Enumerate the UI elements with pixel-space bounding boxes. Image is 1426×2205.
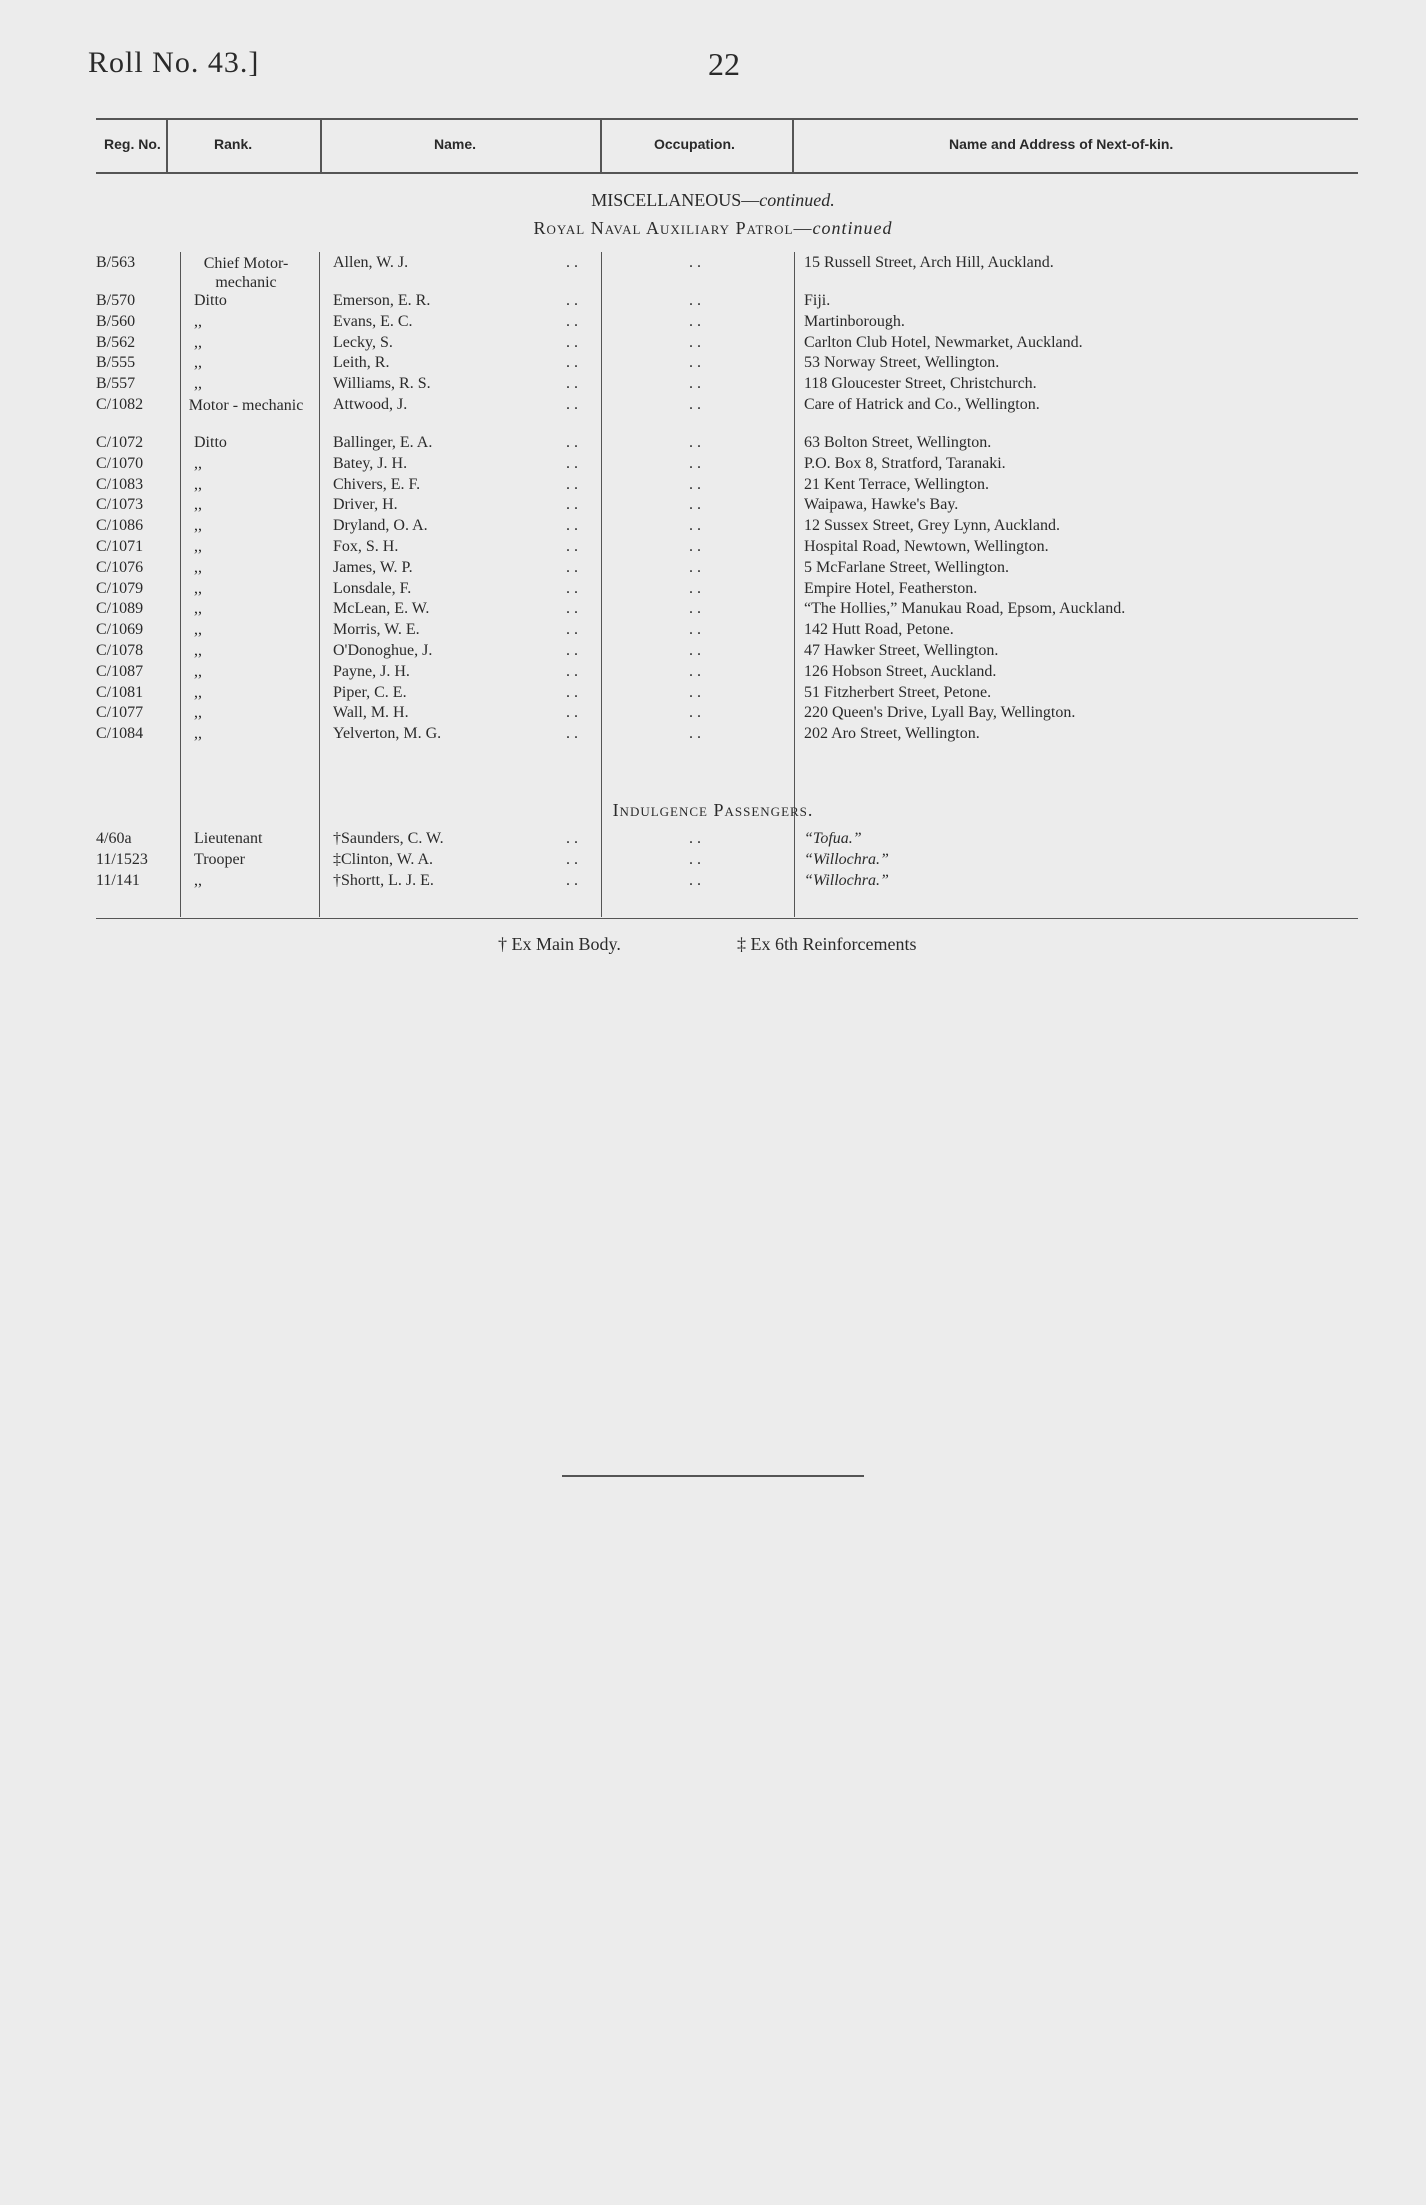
table-row <box>0 684 1426 705</box>
table-row <box>0 334 1426 355</box>
leader-dots: . . <box>566 579 578 597</box>
rank-cell: Trooper <box>194 851 245 868</box>
reg-no-cell: C/1078 <box>96 642 144 659</box>
next-of-kin-address-cell: 12 Sussex Street, Grey Lynn, Auckland. <box>804 517 1060 535</box>
rank-cell: Lieutenant <box>194 830 263 847</box>
name-cell: Wall, M. H. <box>333 704 409 722</box>
leader-dots: . . <box>566 434 578 451</box>
name-cell: †Shortt, L. J. E. <box>333 872 434 889</box>
next-of-kin-address-cell: 220 Queen's Drive, Lyall Bay, Wellington. <box>804 704 1076 722</box>
leader-dots: . . <box>566 621 578 639</box>
leader-dots: . . <box>689 396 701 413</box>
leader-dots: . . <box>566 517 578 535</box>
next-of-kin-address-cell: 142 Hutt Road, Petone. <box>804 621 954 639</box>
leader-dots: . . <box>566 662 578 680</box>
next-of-kin-address-cell: Waipawa, Hawke's Bay. <box>804 496 959 514</box>
rank-cell: ,, <box>194 333 202 351</box>
table-bottom-rule <box>96 918 1358 919</box>
rank-cell: Chief Motor-mechanic <box>203 255 289 291</box>
col-divider <box>166 120 168 172</box>
leader-dots: . . <box>689 333 701 351</box>
table-row <box>0 354 1426 375</box>
reg-no-cell: B/557 <box>96 375 136 393</box>
reg-no-cell: B/563 <box>96 254 136 271</box>
next-of-kin-address-cell: Empire Hotel, Featherston. <box>804 579 978 597</box>
reg-no-cell: C/1083 <box>96 475 144 493</box>
table-row <box>0 621 1426 642</box>
reg-no-cell: C/1077 <box>96 704 144 722</box>
table-row <box>0 313 1426 334</box>
leader-dots: . . <box>689 704 701 722</box>
table-row <box>0 663 1426 684</box>
leader-dots: . . <box>566 830 578 847</box>
leader-dots: . . <box>566 333 578 351</box>
name-cell: Ballinger, E. A. <box>333 434 433 451</box>
rank-cell: ,, <box>194 621 202 639</box>
table-row <box>0 254 1426 291</box>
col-header-name: Name. <box>434 136 477 152</box>
page-number: 22 <box>708 46 740 82</box>
leader-dots: . . <box>566 454 578 472</box>
next-of-kin-address-cell: Care of Hatrick and Co., Wellington. <box>804 396 1040 413</box>
leader-dots: . . <box>689 579 701 597</box>
rank-cell: ,, <box>194 538 202 555</box>
col-divider <box>320 120 322 172</box>
name-cell: O'Donoghue, J. <box>333 642 433 659</box>
leader-dots: . . <box>566 496 578 514</box>
leader-dots: . . <box>566 312 578 330</box>
next-of-kin-address-cell: 5 McFarlane Street, Wellington. <box>804 558 1010 576</box>
rank-cell: Ditto <box>194 434 227 451</box>
leader-dots: . . <box>689 375 701 393</box>
col-header-occupation: Occupation. <box>654 136 735 152</box>
table-row <box>0 496 1426 517</box>
leader-dots: . . <box>689 642 701 659</box>
reg-no-cell: C/1086 <box>96 517 144 535</box>
leader-dots: . . <box>689 538 701 555</box>
closing-rule <box>562 1475 864 1477</box>
rank-cell: ,, <box>194 600 202 618</box>
leader-dots: . . <box>566 375 578 393</box>
roll-number: Roll No. 43.] <box>88 46 260 79</box>
rank-cell: ,, <box>194 662 202 680</box>
table-row <box>0 396 1426 417</box>
table-row <box>0 851 1426 872</box>
leader-dots: . . <box>566 704 578 722</box>
table-row <box>0 517 1426 538</box>
leader-dots: . . <box>566 683 578 701</box>
rank-cell: ,, <box>194 872 202 889</box>
rank-cell: ,, <box>194 725 202 743</box>
name-cell: †Saunders, C. W. <box>333 830 444 847</box>
leader-dots: . . <box>689 292 701 309</box>
rank-cell: ,, <box>194 375 202 393</box>
reg-no-cell: 11/141 <box>96 872 140 889</box>
leader-dots: . . <box>689 725 701 743</box>
name-cell: McLean, E. W. <box>333 600 430 618</box>
rank-cell: ,, <box>194 517 202 535</box>
leader-dots: . . <box>689 354 701 372</box>
next-of-kin-address-cell: 51 Fitzherbert Street, Petone. <box>804 683 992 701</box>
table-header-rule <box>96 172 1358 174</box>
reg-no-cell: B/555 <box>96 354 136 372</box>
name-cell: Morris, W. E. <box>333 621 420 639</box>
leader-dots: . . <box>566 725 578 743</box>
leader-dots: . . <box>689 454 701 472</box>
table-row <box>0 455 1426 476</box>
name-cell: Lonsdale, F. <box>333 579 412 597</box>
name-cell: Williams, R. S. <box>333 375 431 393</box>
table-row <box>0 292 1426 313</box>
reg-no-cell: 11/1523 <box>96 851 148 868</box>
leader-dots: . . <box>566 558 578 576</box>
next-of-kin-address-cell: P.O. Box 8, Stratford, Taranaki. <box>804 454 1006 472</box>
name-cell: Batey, J. H. <box>333 454 408 472</box>
name-cell: Payne, J. H. <box>333 662 410 680</box>
table-row <box>0 642 1426 663</box>
footnote-main-body: † Ex Main Body. <box>498 934 621 954</box>
reg-no-cell: C/1071 <box>96 538 144 555</box>
leader-dots: . . <box>689 600 701 618</box>
rank-cell: ,, <box>194 496 202 514</box>
col-header-rank: Rank. <box>214 136 253 152</box>
next-of-kin-address-cell: 126 Hobson Street, Auckland. <box>804 662 997 680</box>
table-row <box>0 580 1426 601</box>
table-row <box>0 476 1426 497</box>
leader-dots: . . <box>689 475 701 493</box>
table-row <box>0 559 1426 580</box>
name-cell: Emerson, E. R. <box>333 292 431 309</box>
name-cell: Allen, W. J. <box>333 254 409 271</box>
name-cell: ‡Clinton, W. A. <box>333 851 434 868</box>
leader-dots: . . <box>689 830 701 847</box>
section2-title: Indulgence Passengers. <box>612 800 814 820</box>
table-top-rule <box>96 118 1358 120</box>
rank-cell: ,, <box>194 454 202 472</box>
reg-no-cell: C/1081 <box>96 683 144 701</box>
next-of-kin-address-cell: 47 Hawker Street, Wellington. <box>804 642 999 659</box>
leader-dots: . . <box>566 396 578 413</box>
leader-dots: . . <box>689 496 701 514</box>
rank-cell: ,, <box>194 704 202 722</box>
next-of-kin-address-cell: 63 Bolton Street, Wellington. <box>804 434 992 451</box>
rank-cell: ,, <box>194 683 202 701</box>
name-cell: Piper, C. E. <box>333 683 407 701</box>
next-of-kin-address-cell: Carlton Club Hotel, Newmarket, Auckland. <box>804 333 1083 351</box>
next-of-kin-address-cell: 53 Norway Street, Wellington. <box>804 354 1000 372</box>
table-row <box>0 434 1426 455</box>
reg-no-cell: B/570 <box>96 292 136 309</box>
name-cell: Driver, H. <box>333 496 398 514</box>
next-of-kin-address-cell: Martinborough. <box>804 312 905 330</box>
table-row <box>0 830 1426 851</box>
col-header-reg: Reg. No. <box>104 136 161 152</box>
leader-dots: . . <box>566 475 578 493</box>
leader-dots: . . <box>689 662 701 680</box>
table-row <box>0 375 1426 396</box>
table-row <box>0 600 1426 621</box>
rank-cell: ,, <box>194 354 202 372</box>
leader-dots: . . <box>566 292 578 309</box>
name-cell: Evans, E. C. <box>333 312 413 330</box>
name-cell: Leith, R. <box>333 354 390 372</box>
name-cell: Yelverton, M. G. <box>333 725 442 743</box>
reg-no-cell: C/1087 <box>96 662 144 680</box>
col-divider <box>600 120 602 172</box>
reg-no-cell: C/1070 <box>96 454 144 472</box>
section-subtitle: Royal Naval Auxiliary Patrol—continued <box>533 218 893 238</box>
reg-no-cell: B/562 <box>96 333 136 351</box>
leader-dots: . . <box>689 683 701 701</box>
section-title: MISCELLANEOUS—continued. <box>591 190 835 210</box>
rank-cell: ,, <box>194 642 202 659</box>
rank-cell: ,, <box>194 579 202 597</box>
name-cell: James, W. P. <box>333 558 413 576</box>
leader-dots: . . <box>689 312 701 330</box>
rank-cell: Motor - mechanic <box>188 397 304 414</box>
reg-no-cell: C/1073 <box>96 496 144 514</box>
rank-cell: ,, <box>194 475 202 493</box>
col-header-next-of-kin: Name and Address of Next-of-kin. <box>949 136 1174 152</box>
footnote-6th-reinforcements: ‡ Ex 6th Reinforcements <box>737 934 917 954</box>
leader-dots: . . <box>689 851 701 868</box>
reg-no-cell: B/560 <box>96 312 136 330</box>
leader-dots: . . <box>689 434 701 451</box>
next-of-kin-address-cell: Hospital Road, Newtown, Wellington. <box>804 538 1049 555</box>
rank-cell: ,, <box>194 312 202 330</box>
next-of-kin-address-cell: Fiji. <box>804 292 831 309</box>
reg-no-cell: C/1079 <box>96 579 144 597</box>
table-row <box>0 538 1426 559</box>
table-row <box>0 725 1426 746</box>
name-cell: Lecky, S. <box>333 333 393 351</box>
reg-no-cell: C/1089 <box>96 600 144 618</box>
leader-dots: . . <box>566 851 578 868</box>
name-cell: Attwood, J. <box>333 396 408 413</box>
leader-dots: . . <box>566 600 578 618</box>
table-row <box>0 872 1426 893</box>
leader-dots: . . <box>689 872 701 889</box>
reg-no-cell: 4/60a <box>96 830 132 847</box>
col-divider <box>792 120 794 172</box>
reg-no-cell: C/1076 <box>96 558 144 576</box>
rank-cell: ,, <box>194 558 202 576</box>
next-of-kin-address-cell: “Willochra.” <box>804 851 889 868</box>
next-of-kin-address-cell: “Tofua.” <box>804 830 862 847</box>
leader-dots: . . <box>689 517 701 535</box>
next-of-kin-address-cell: “Willochra.” <box>804 872 889 889</box>
leader-dots: . . <box>566 354 578 372</box>
leader-dots: . . <box>566 642 578 659</box>
next-of-kin-address-cell: 202 Aro Street, Wellington. <box>804 725 980 743</box>
next-of-kin-address-cell: “The Hollies,” Manukau Road, Epsom, Auckland. <box>804 600 1126 618</box>
name-cell: Fox, S. H. <box>333 538 399 555</box>
leader-dots: . . <box>566 872 578 889</box>
leader-dots: . . <box>689 254 701 271</box>
name-cell: Dryland, O. A. <box>333 517 428 535</box>
table-row <box>0 704 1426 725</box>
leader-dots: . . <box>689 558 701 576</box>
leader-dots: . . <box>566 254 578 271</box>
reg-no-cell: C/1082 <box>96 396 144 413</box>
name-cell: Chivers, E. F. <box>333 475 421 493</box>
leader-dots: . . <box>566 538 578 555</box>
reg-no-cell: C/1069 <box>96 621 144 639</box>
reg-no-cell: C/1072 <box>96 434 144 451</box>
reg-no-cell: C/1084 <box>96 725 144 743</box>
leader-dots: . . <box>689 621 701 639</box>
next-of-kin-address-cell: 21 Kent Terrace, Wellington. <box>804 475 989 493</box>
next-of-kin-address-cell: 118 Gloucester Street, Christchurch. <box>804 375 1037 393</box>
rank-cell: Ditto <box>194 292 227 309</box>
next-of-kin-address-cell: 15 Russell Street, Arch Hill, Auckland. <box>804 254 1054 271</box>
